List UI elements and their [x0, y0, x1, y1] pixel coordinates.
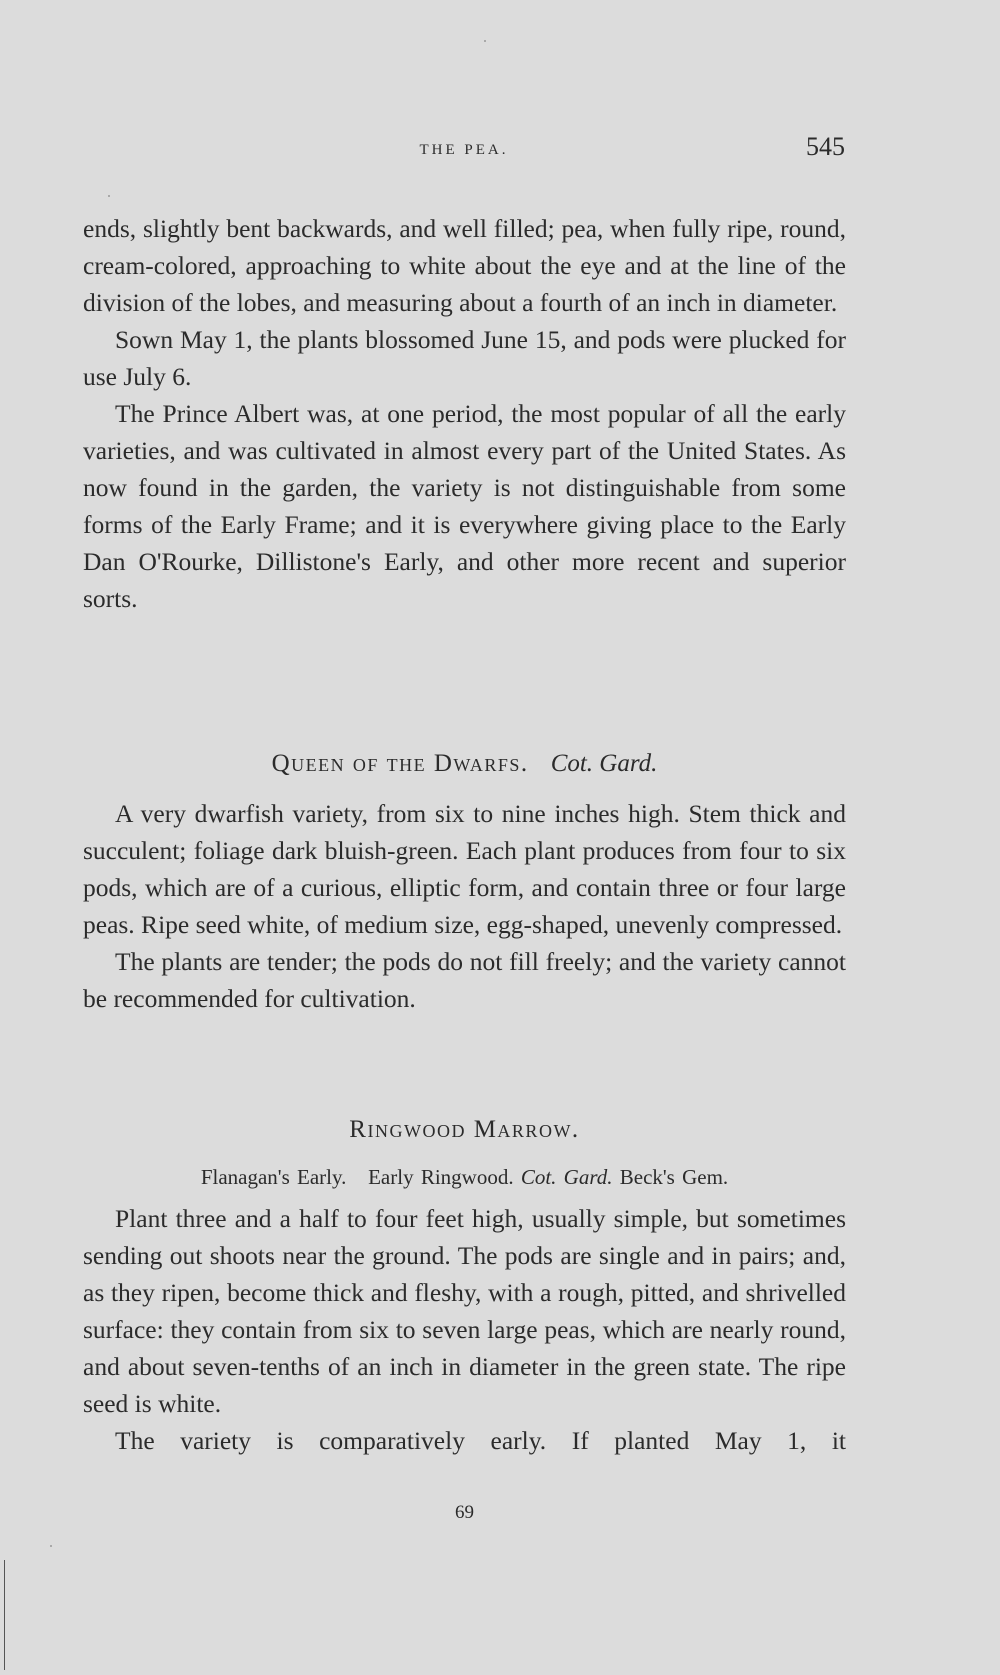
queen-of-the-dwarfs-text — [83, 795, 846, 1017]
paragraph-sowing-dates: Sown May 1, the plants blossomed June 15, and pods were plucked for use July 6. — [83, 325, 846, 391]
signature-mark: 69 — [455, 1502, 474, 1523]
ringwood-marrow-text — [83, 1200, 846, 1459]
page-header — [83, 128, 845, 168]
paragraph-queen-description: A very dwarfish variety, from six to nine inches high. Stem thick and succulent; foliage dark bluish-green. Each plant produces from four to six pods, which are of a curious, elliptic form, and contain three or four large peas. Ripe seed white, of medium size, egg-shaped, unevenly compressed. — [83, 799, 846, 939]
paragraph-prince-albert-history: The Prince Albert was, at one period, the most popular of all the early varieties, and was cultivated in almost every part of the United States. As now found in the garden, the variety is not distinguishable from some forms of the Early Frame; and it is everywhere giving place to the Early Dan O'Rourke, Dillistone's Early, and other more recent and superior sorts. — [83, 399, 846, 613]
synonyms-part-b: Beck's Gem. — [619, 1165, 729, 1189]
synonyms-part-a: Flanagan's Early. Early Ringwood. — [200, 1165, 514, 1189]
section-heading-ringwood-marrow — [83, 1116, 846, 1144]
heading-reference: Cot. Gard. — [550, 750, 658, 777]
paragraph-ringwood-description: Plant three and a half to four feet high, usually simple, but sometimes sending out shoots near the ground. The pods are single and in pairs; and, as they ripen, become thick and fleshy, with a rough, pitted, and shrivelled surface: they contain from six to seven large peas, which are nearly round, and about seven-tenths of an inch in diameter in the green state. The ripe seed is white. — [83, 1204, 846, 1418]
heading-title: Queen of the Dwarfs. — [271, 750, 529, 777]
section-heading-queen-of-the-dwarfs — [83, 750, 846, 778]
prince-albert-continuation — [83, 210, 846, 617]
synonyms-reference: Cot. Gard. — [520, 1165, 613, 1189]
heading-title: Ringwood Marrow. — [349, 1116, 580, 1143]
paragraph-pod-description: ends, slightly bent backwards, and well filled; pea, when fully ripe, round, cream-colored, approaching to white about the eye and at the line of the division of the lobes, and measuring about a fourth of an inch in diameter. — [83, 214, 846, 317]
page-edge-mark — [4, 1560, 5, 1670]
paper-speck — [50, 1545, 52, 1547]
paragraph-queen-recommendation: The plants are tender; the pods do not fill freely; and the variety cannot be recommended for cultivation. — [83, 947, 846, 1013]
running-title: THE PEA. — [419, 142, 509, 158]
paragraph-ringwood-earliness: The variety is comparatively early. If planted May 1, it — [115, 1426, 846, 1455]
paper-speck — [108, 195, 110, 197]
page-number: 545 — [806, 132, 845, 161]
paper-speck — [484, 40, 486, 42]
ringwood-synonyms — [83, 1165, 846, 1190]
